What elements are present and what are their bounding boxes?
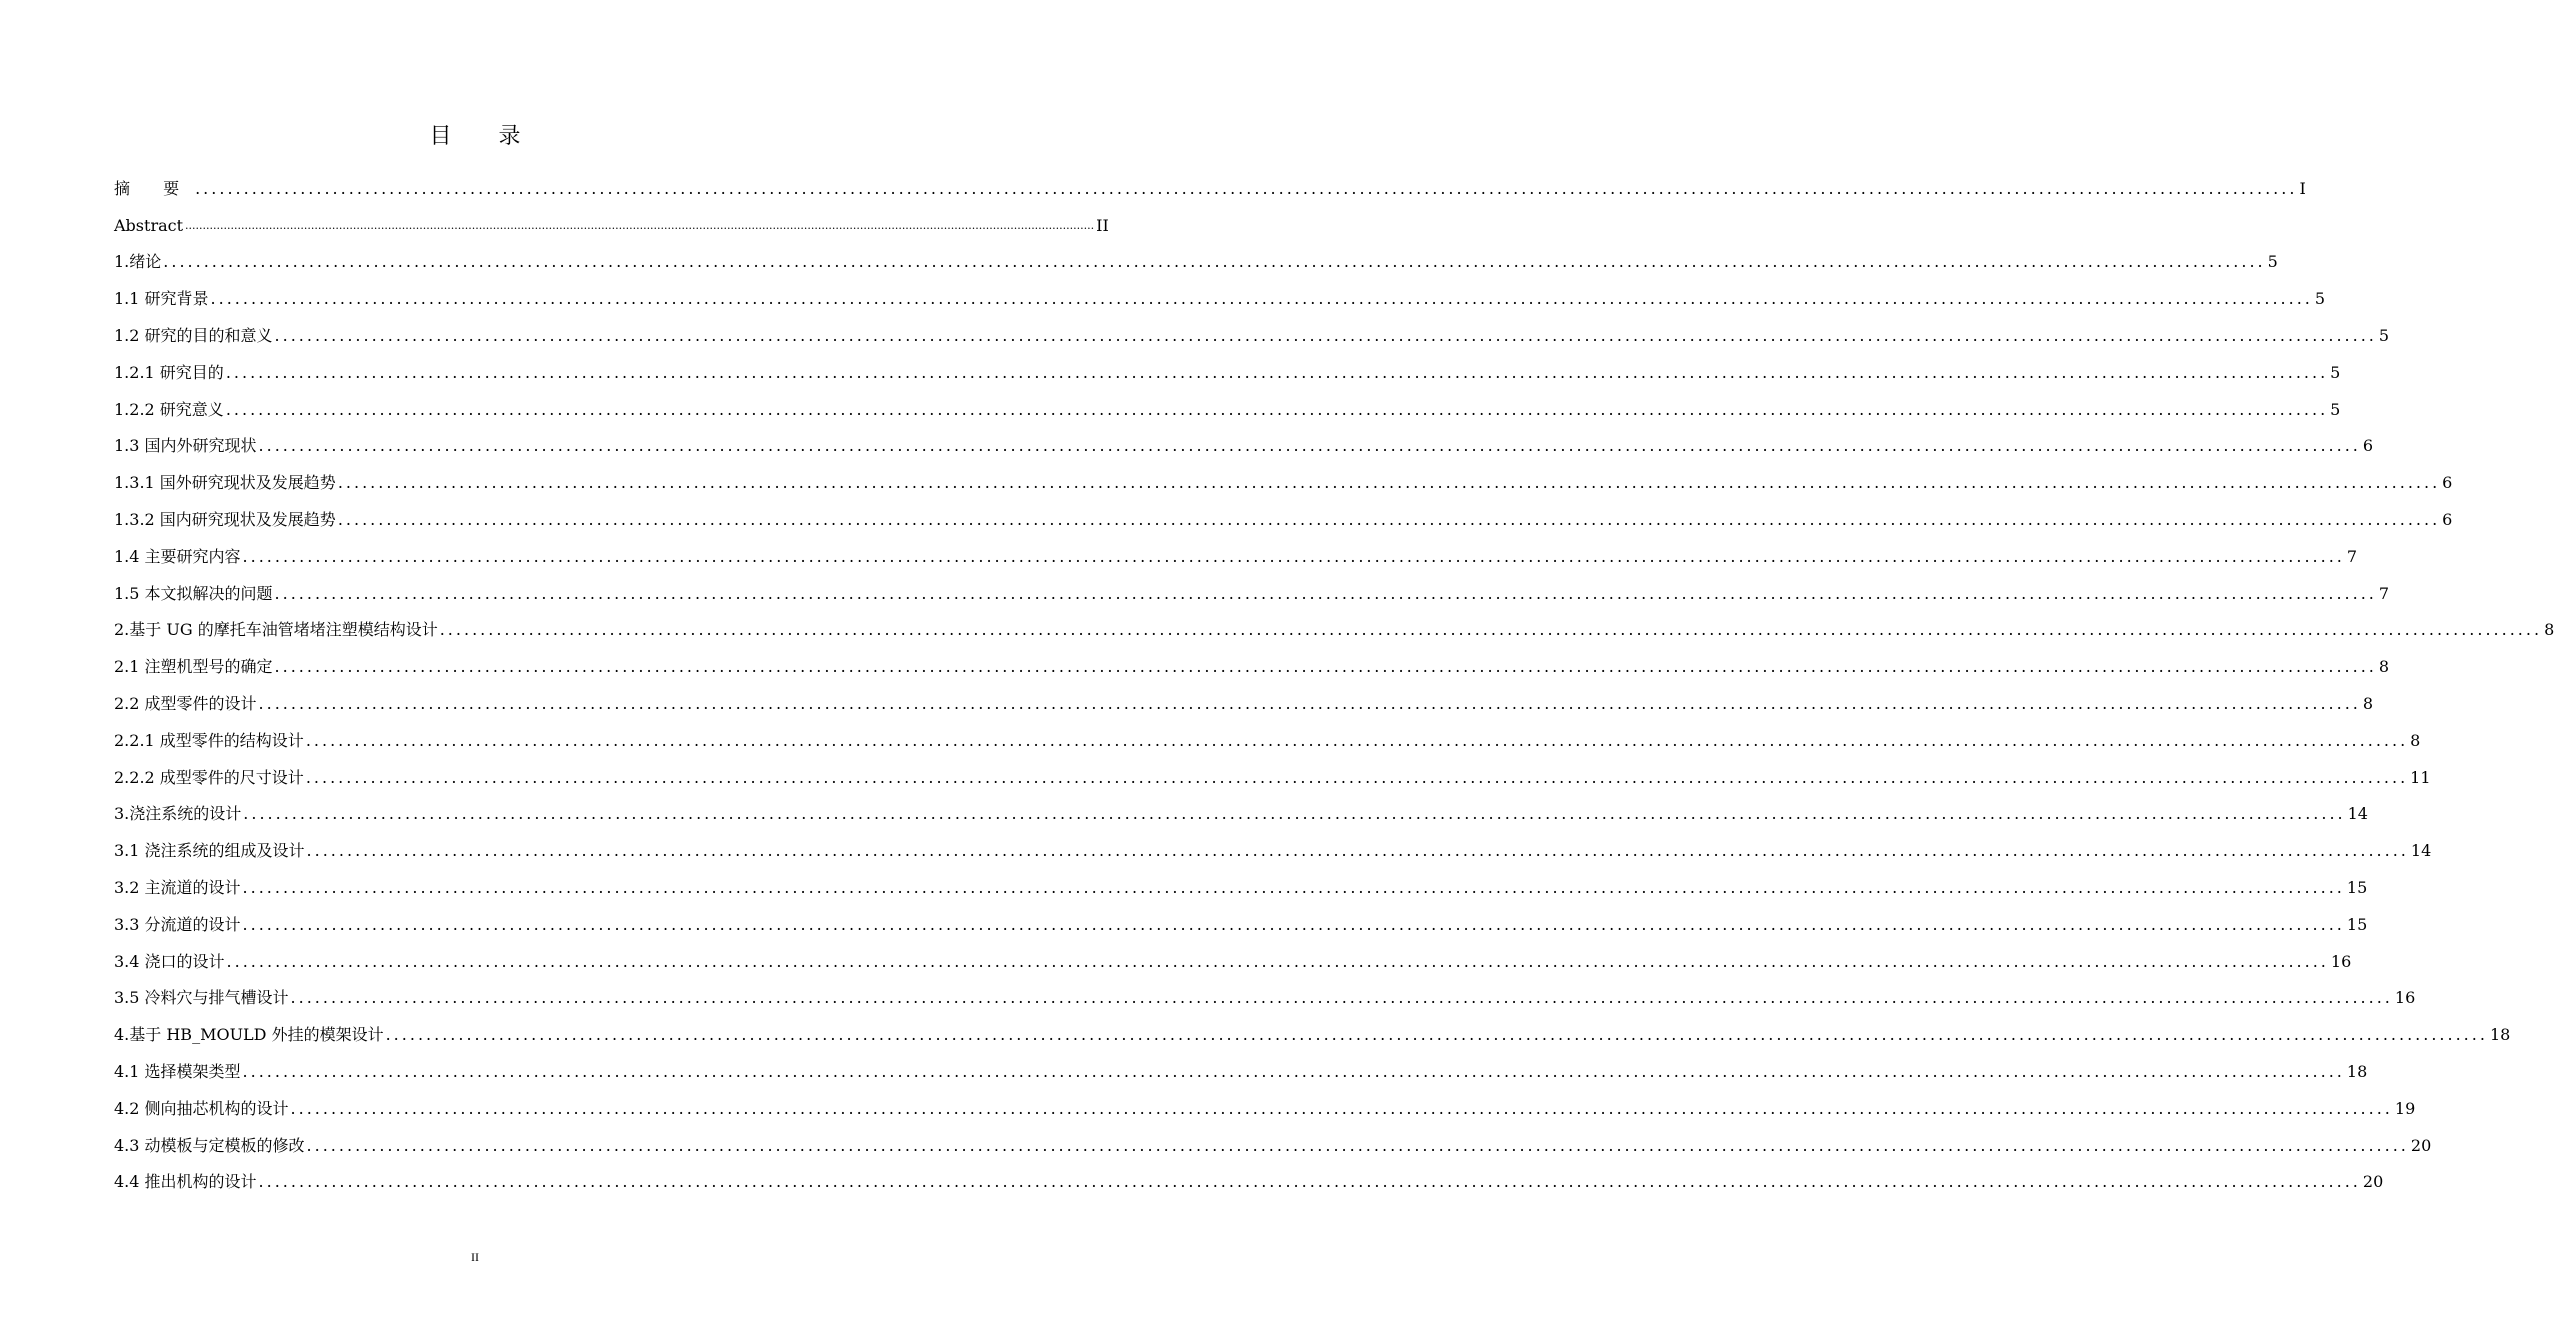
toc-dot-leader: .................................................................................................................................................................................................................................................................... [290, 1098, 2393, 1118]
toc-dot-leader: .................................................................................................................................................................................................................................................................... [258, 693, 2361, 713]
toc-dot-leader: .................................................................................................................................................................................................................................................................... [185, 218, 1095, 232]
toc-dot-leader: .................................................................................................................................................................................................................................................................... [290, 988, 2393, 1008]
toc-entry-title: 3.3 分流道的设计 [114, 914, 241, 934]
toc-entry[interactable] [114, 788, 2368, 825]
toc-entry[interactable] [114, 824, 2432, 861]
toc-entry[interactable] [114, 751, 2431, 788]
toc-entry[interactable] [114, 456, 2453, 493]
toc-title: 目 录 [429, 124, 541, 149]
toc-dot-leader: .................................................................................................................................................................................................................................................................... [210, 289, 2313, 309]
toc-entry[interactable] [114, 420, 2374, 457]
toc-entry-page: 5 [2330, 362, 2341, 382]
toc-entry-title: 3.浇注系统的设计 [114, 804, 242, 824]
toc-entry-page: 20 [2362, 1172, 2384, 1192]
toc-entry-title: 摘 要 [114, 178, 194, 198]
toc-entry-page: 14 [2410, 841, 2432, 861]
toc-entry[interactable] [114, 309, 2390, 346]
toc-entry-page: 8 [2544, 620, 2554, 640]
toc-entry-title: 2.1 注塑机型号的确定 [114, 657, 273, 677]
toc-entry-title: 2.2.2 成型零件的尺寸设计 [114, 767, 304, 787]
toc-entry-title: 4.2 侧向抽芯机构的设计 [114, 1098, 289, 1118]
toc-dot-leader: .................................................................................................................................................................................................................................................................... [163, 252, 2266, 272]
toc-entry-title: 3.5 冷料穴与排气槽设计 [114, 988, 289, 1008]
toc-list [114, 162, 2554, 1192]
toc-entry-page: 18 [2346, 1061, 2368, 1081]
toc-entry[interactable] [114, 272, 2326, 309]
toc-entry-title: 2.2 成型零件的设计 [114, 693, 257, 713]
toc-entry-page: I [2299, 178, 2306, 198]
toc-dot-leader: .................................................................................................................................................................................................................................................................... [225, 362, 2329, 382]
toc-dot-leader: .................................................................................................................................................................................................................................................................... [305, 767, 2409, 787]
toc-entry-title: 3.4 浇口的设计 [114, 951, 225, 971]
toc-entry[interactable] [114, 493, 2453, 530]
toc-entry-page: 16 [2394, 988, 2416, 1008]
toc-entry-title: Abstract [114, 215, 184, 235]
toc-entry-page: 19 [2394, 1098, 2416, 1118]
toc-entry[interactable] [114, 162, 2306, 199]
toc-entry-page: 5 [2330, 399, 2341, 419]
toc-dot-leader: .................................................................................................................................................................................................................................................................... [225, 399, 2329, 419]
toc-entry[interactable] [114, 199, 1109, 236]
toc-entry-title: 1.3 国内外研究现状 [114, 436, 257, 456]
toc-entry-title: 4.1 选择模架类型 [114, 1061, 241, 1081]
toc-entry-page: 5 [2378, 325, 2390, 345]
toc-dot-leader: .................................................................................................................................................................................................................................................................... [226, 951, 2329, 971]
toc-entry-page: 15 [2346, 877, 2368, 897]
toc-dot-leader: .................................................................................................................................................................................................................................................................... [274, 325, 2377, 345]
toc-entry[interactable] [114, 972, 2416, 1009]
toc-entry-page: 14 [2347, 804, 2368, 824]
toc-dot-leader: .................................................................................................................................................................................................................................................................... [306, 841, 2409, 861]
toc-entry-title: 3.1 浇注系统的组成及设计 [114, 841, 305, 861]
toc-dot-leader: .................................................................................................................................................................................................................................................................... [306, 1135, 2409, 1155]
toc-dot-leader: .................................................................................................................................................................................................................................................................... [274, 657, 2377, 677]
toc-entry-title: 1.4 主要研究内容 [114, 546, 241, 566]
toc-entry[interactable] [114, 1045, 2368, 1082]
toc-entry[interactable] [114, 935, 2352, 972]
toc-entry[interactable] [114, 640, 2390, 677]
toc-entry-title: 2.2.1 成型零件的结构设计 [114, 730, 304, 750]
toc-entry-page: 5 [2314, 289, 2326, 309]
toc-entry[interactable] [114, 530, 2358, 567]
toc-entry-page: 16 [2330, 951, 2352, 971]
toc-entry-page: 5 [2267, 252, 2278, 272]
toc-entry-title: 4.基于 HB_MOULD 外挂的模架设计 [114, 1025, 384, 1045]
toc-entry-title: 1.2.2 研究意义 [114, 399, 224, 419]
toc-entry[interactable] [114, 861, 2368, 898]
toc-entry-title: 1.3.2 国内研究现状及发展趋势 [114, 509, 336, 529]
toc-entry[interactable] [114, 714, 2421, 751]
toc-entry-title: 1.1 研究背景 [114, 289, 209, 309]
toc-entry-page: 7 [2346, 546, 2358, 566]
toc-entry-title: 1.5 本文拟解决的问题 [114, 583, 273, 603]
toc-entry-page: 6 [2442, 473, 2453, 493]
toc-dot-leader: .................................................................................................................................................................................................................................................................... [242, 546, 2345, 566]
toc-entry-page: 7 [2378, 583, 2390, 603]
toc-entry-title: 4.4 推出机构的设计 [114, 1172, 257, 1192]
toc-entry[interactable] [114, 383, 2341, 420]
toc-dot-leader: .................................................................................................................................................................................................................................................................... [385, 1025, 2488, 1045]
toc-dot-leader: .................................................................................................................................................................................................................................................................... [258, 436, 2361, 456]
toc-dot-leader: .................................................................................................................................................................................................................................................................... [242, 914, 2345, 934]
toc-entry-page: 8 [2362, 693, 2374, 713]
toc-dot-leader: .................................................................................................................................................................................................................................................................... [439, 620, 2543, 640]
toc-dot-leader: .................................................................................................................................................................................................................................................................... [243, 804, 2346, 824]
footer-page-number: II [471, 1250, 479, 1264]
toc-entry-page: 8 [2378, 657, 2390, 677]
toc-entry[interactable] [114, 1119, 2432, 1156]
toc-dot-leader: .................................................................................................................................................................................................................................................................... [195, 178, 2298, 198]
toc-entry-page: 8 [2410, 730, 2421, 750]
toc-entry-page: 6 [2362, 436, 2374, 456]
toc-entry-page: 15 [2346, 914, 2368, 934]
toc-entry-page: 11 [2410, 767, 2431, 787]
toc-entry-title: 1.绪论 [114, 252, 162, 272]
toc-entry[interactable] [114, 1008, 2511, 1045]
toc-entry-title: 2.基于 UG 的摩托车油管堵堵注塑模结构设计 [114, 620, 438, 640]
toc-entry[interactable] [114, 236, 2278, 273]
toc-entry[interactable] [114, 567, 2390, 604]
toc-entry[interactable] [114, 604, 2554, 641]
toc-dot-leader: .................................................................................................................................................................................................................................................................... [337, 473, 2441, 493]
toc-dot-leader: .................................................................................................................................................................................................................................................................... [337, 509, 2441, 529]
toc-dot-leader: .................................................................................................................................................................................................................................................................... [274, 583, 2377, 603]
toc-entry[interactable] [114, 1082, 2416, 1119]
toc-dot-leader: .................................................................................................................................................................................................................................................................... [242, 1061, 2345, 1081]
toc-entry[interactable] [114, 677, 2374, 714]
toc-entry-title: 4.3 动模板与定模板的修改 [114, 1135, 305, 1155]
toc-dot-leader: .................................................................................................................................................................................................................................................................... [258, 1172, 2361, 1192]
toc-entry-title: 1.3.1 国外研究现状及发展趋势 [114, 473, 336, 493]
toc-entry-page: 20 [2410, 1135, 2432, 1155]
toc-dot-leader: .................................................................................................................................................................................................................................................................... [305, 730, 2409, 750]
toc-entry[interactable] [114, 898, 2368, 935]
toc-entry-title: 3.2 主流道的设计 [114, 877, 241, 897]
toc-entry-page: 18 [2489, 1025, 2511, 1045]
toc-entry-title: 1.2 研究的目的和意义 [114, 325, 273, 345]
toc-dot-leader: .................................................................................................................................................................................................................................................................... [242, 877, 2345, 897]
toc-entry-page: 6 [2442, 509, 2453, 529]
toc-entry-page: II [1096, 215, 1109, 235]
toc-entry-title: 1.2.1 研究目的 [114, 362, 224, 382]
toc-entry[interactable] [114, 1156, 2384, 1193]
toc-entry[interactable] [114, 346, 2341, 383]
